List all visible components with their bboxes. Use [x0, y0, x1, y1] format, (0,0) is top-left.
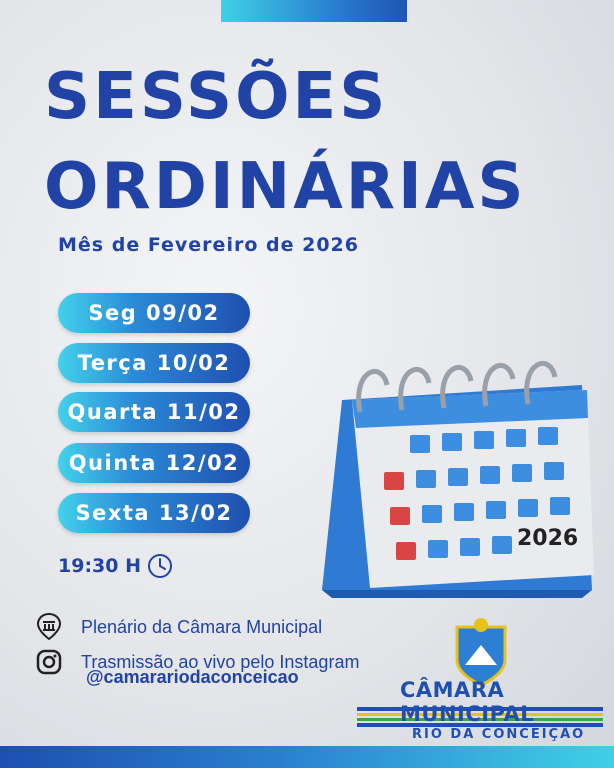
venue-row: [35, 612, 322, 642]
session-tuesday: Terça 10/02: [58, 343, 250, 383]
title-line-2: ORDINÁRIAS: [44, 150, 527, 224]
session-monday: Seg 09/02: [58, 293, 250, 333]
clock-icon: [147, 553, 173, 579]
calendar-icon: [312, 340, 602, 600]
logo-name: CÂMARA MUNICIPAL: [400, 678, 535, 726]
calendar-year: 2026: [517, 526, 579, 551]
session-wednesday: Quarta 11/02: [58, 392, 250, 432]
logo-subtitle: RIO DA CONCEIÇÃO: [412, 727, 586, 742]
bottom-accent-bar: [0, 746, 614, 768]
time-label: 19:30 H: [58, 555, 141, 577]
subtitle: Mês de Fevereiro de 2026: [58, 234, 359, 256]
session-friday: Sexta 13/02: [58, 493, 250, 533]
venue-label: Plenário da Câmara Municipal: [81, 616, 323, 637]
venue-pin-icon: [35, 612, 63, 642]
session-time: [58, 553, 173, 579]
broadcast-label: Trasmissão ao vivo pelo Instagram: [81, 651, 360, 672]
title-line-1: SESSÕES: [44, 60, 389, 134]
instagram-icon: [35, 648, 63, 676]
instagram-handle[interactable]: @camarariodaconceicao: [86, 667, 299, 687]
session-thursday: Quinta 12/02: [58, 443, 250, 483]
top-accent-bar: [221, 0, 407, 22]
